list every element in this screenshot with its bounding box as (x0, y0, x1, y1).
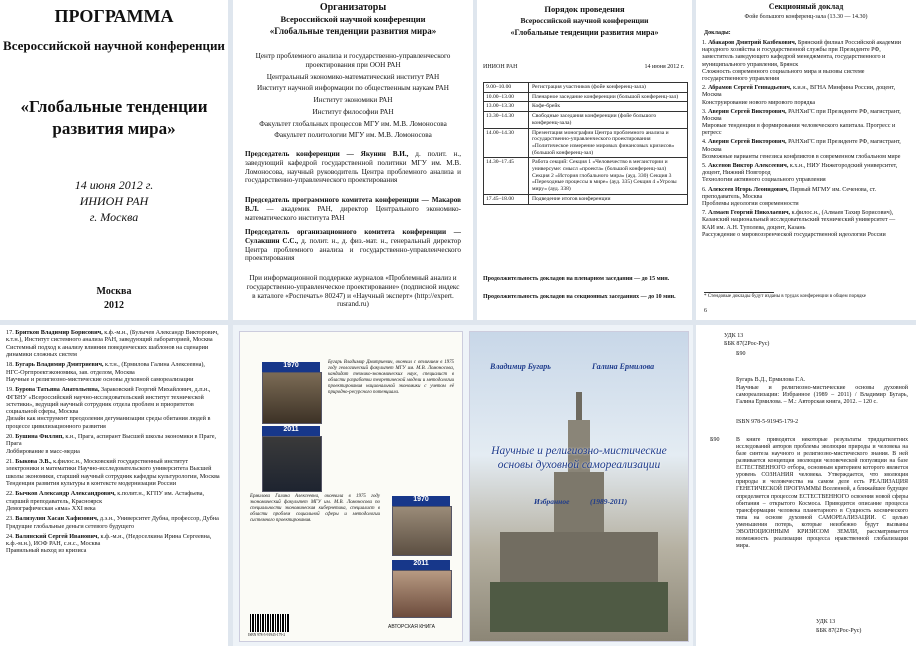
coauthor-photo-young (392, 506, 452, 556)
item-author: Аксенов Виктор Алексеевич, (708, 163, 789, 169)
item-author: Алмаев Георгий Николаевич, (708, 210, 791, 217)
item-author: Абрамов Сергей Геннадьевич, (708, 85, 792, 92)
item-author: Аверин Сергей Викторович, (708, 139, 787, 146)
program-committee-chair (245, 196, 461, 222)
item-number: 19. (6, 386, 14, 394)
plenary-duration-note: Продолжительность докладов на пленарном заседании — до 15 мин. (483, 276, 670, 282)
item-number: 22. (6, 490, 14, 498)
item-number: 24. (6, 532, 14, 540)
item-author: Бритков Владимир Борисович, (15, 329, 103, 336)
schedule-conf-title: «Глобальные тенденции развития мира» (510, 28, 659, 37)
program-subheading: Всероссийской научной конференции (3, 38, 225, 53)
catalog-code-abstract: Б90 (710, 437, 720, 443)
author-bio-1: Бугарь Владимир Дмитриевич, окончил с отличием в 1975 году геологический факультет МГУ им. М.В. Ломоносова, кандидат технико-экономических наук, специалист в области разработки теоретической модели и методологии проектирования национальной экономики с учетом её природно-ресурсного потенциала. (328, 360, 454, 395)
list-item (6, 490, 220, 512)
poster-subheader: Фойе большого конференц-зала (13.30 — 14.30) (744, 14, 868, 20)
item-info: к.н., Прага, аспирант Высшей школы экономики в Праге, Прага (6, 433, 217, 448)
item-info: к.ф.-м.н., (Недоселкина Ирина Сергеевна, к.ф.-м.н.), ИОФ РАН, с.н.с., Москва (6, 532, 212, 548)
item-info: Первый МГМУ им. Сеченова, ст. преподаватель, Москва (702, 186, 877, 200)
item-topic: Лоббирование в масс-медиа (6, 447, 80, 455)
item-author: Валянский Сергей Иванович, (15, 532, 99, 540)
udk-top: УДК 13 (724, 333, 744, 339)
schedule-place: ИНИОН РАН (483, 64, 518, 70)
table-row (484, 194, 687, 204)
item-number: 4. (702, 139, 707, 146)
item-author: Бушина Филлип, (15, 433, 64, 441)
year-label-1970: 1970 (262, 362, 320, 372)
reports-list (702, 40, 908, 241)
item-author: Алексеев Игорь Леонидович, (708, 186, 789, 193)
organizers-page (233, 0, 473, 320)
organizers-list (245, 52, 461, 140)
author-photo-young (262, 372, 322, 424)
item-number: 18. (6, 361, 14, 369)
cover-book-subtitle: Избранное (534, 497, 570, 506)
item-info: к.т.н., (Ермилова Галина Алексеевна), НГС-Оргпроектэкономика, зав. отделом, Москва (6, 361, 205, 376)
program-chair-label: Председатель программного комитета конференции — Макаров В.Л. (245, 196, 461, 213)
program-title-page (0, 0, 228, 320)
item-info: к.х.н., НИУ Нижегородский университет, доцент, Нижний Новгород (702, 163, 898, 177)
org-chair-label: Председатель организационного комитета конференции — Сулакшин С.С., (245, 228, 461, 245)
book-author-line: Бугарь В.Д., Ермилова Г.А. (736, 377, 806, 383)
author-bio-2: Ермилова Галина Алексеевна, окончила в 1975 году экономический факультет МГУ им. М.В. Ломоносова по специальности экономическая кибернетика, специалист в области проблем социальной сферы и методологии системного проектирования. (250, 494, 380, 523)
speakers-page (0, 325, 228, 646)
schedule-time: 14.00–14.30 (484, 129, 529, 158)
item-info: РАНХиГС при Президенте РФ, магистрант, Москва (702, 108, 901, 122)
item-topic: Технологии активного социального управления (702, 177, 826, 184)
list-item (6, 458, 220, 487)
item-number: 5. (702, 163, 707, 169)
org-chair-text: д. полит. н., д. физ.-мат. н., генеральный директор Центра проблемного анализа и государственно-управленческого проектирования (245, 236, 461, 263)
schedule-event: Пленарное заседание конференции (большой конференц-зал) (532, 93, 679, 100)
schedule-time: 13.00–13.30 (484, 102, 529, 111)
item-author: Аверин Сергей Викторович, (708, 108, 787, 115)
schedule-event: Работа секций: Секция 1 «Человечество в мегаистории и универсуме: смысл «проекта» (большой конференц-зал) Секция 2 «История глобального мира» (ауд. 330) Секция 3 «Переходные процессы в мире» (ауд. 335) Секция 4 «Угрозы миру» (ауд. 338) (532, 159, 677, 193)
book-cover-spread (233, 325, 693, 646)
list-item (6, 361, 220, 383)
table-row (484, 157, 687, 194)
catalog-code: Б90 (736, 351, 746, 357)
schedule-event: Презентация монографии Центра проблемного анализа и государственно-управленческого проектирования «Политическое измерение мировых финансовых кризисов» (большой конференц-зал) (532, 129, 675, 156)
list-item (6, 433, 220, 455)
item-author: Быкова Э.В., (15, 458, 52, 465)
program-chair-text: — академик РАН, директор Центрального экономико-математического института РАН (245, 204, 461, 222)
schedule-event: Подведение итогов конференции (532, 195, 611, 202)
cover-author-1: Владимир Бугарь (490, 362, 551, 371)
schedule-page (477, 0, 692, 320)
organizer-item: Институт философии РАН (312, 107, 394, 116)
footer-year: 2012 (104, 300, 124, 311)
item-topic: Научные и религиозно-мистические основы духовной самореализации (6, 375, 194, 383)
book-abstract: В книге приводятся некоторые результаты тридцатилетних исследований авторов проблемы эволюции природы и человека на базе синтеза научного и религиозно-мистического знания. В ней развивается концепция эволюции человеческой популяции на базе ЕСТЕСТВЕННОГО отбора, основным критерием которого является уровень СОЗНАНИЯ человека. Утверждается, что эволюция природы и человечества на самом деле есть РЕАЛИЗАЦИЯ ГЕНЕТИЧЕСКОЙ ПРОГРАММЫ Вселенной, а ближайшее будущее определяется процессом ЕСТЕСТВЕННОГО освоения новой сферы обитания – открытого Космоса. Приводится описание процесса трансформации человека планетарного в Сущность космического типа на основе духовной САМОРЕАЛИЗАЦИИ. С целью уменьшения потерь, которые неизбежно будут вызваны ЭВОЛЮЦИОННЫМ КРИЗИСОМ ЗЕМЛИ, рассматривается возможность реализации процесса нравственной глобализации мира. (736, 437, 908, 549)
schedule-time: 9.00–10.00 (484, 83, 529, 92)
year-label-1970-b: 1970 (392, 496, 450, 506)
item-info: д.э.н., Университет Дубна, профессор, Дубна (99, 515, 219, 523)
organizer-item: Центральный экономико-математический институт РАН (266, 72, 440, 81)
item-info: к.филос.н., Московский государственный институт электроники и математики Научно-исследовательского университета Высшей школы экономики, старший научный сотрудник кафедры культурологии, Москва (6, 458, 220, 480)
schedule-header: Порядок проведения (544, 4, 625, 14)
footnote: * Стендовые доклады будут изданы в трудах конференции в общем порядке (704, 294, 866, 299)
organizer-item: Институт научной информации по общественным наукам РАН (257, 84, 449, 93)
item-topic: Возможные варианты генезиса конфликтов в современном глобальном мире (702, 153, 901, 160)
author-photo-recent (262, 436, 322, 492)
item-topic: Тенденция развития культуры в контексте модернизации России (6, 479, 177, 487)
item-topic: Грядущие глобальные деньги сетевого будущего (6, 522, 135, 530)
coauthor-photo-recent (392, 570, 452, 618)
item-number: 20. (6, 433, 14, 441)
item-topic: Конструирование нового мирового порядка (702, 99, 816, 106)
conference-city: г. Москва (89, 210, 139, 224)
program-heading: ПРОГРАММА (54, 6, 174, 26)
item-number: 1. (702, 40, 707, 46)
list-item (6, 329, 220, 358)
item-number: 3. (702, 108, 707, 115)
footer-city: Москва (96, 286, 132, 297)
item-topic: Демографическая «яма» XXI века (6, 504, 96, 512)
item-info: Зараковский Георгий Михайлович, д.п.н., ФГБНУ «Всероссийский научно-исследовательский институт технической эстетики», ведущий научный сотрудник отдела проблем и приоритетов социальной сферы, Москва (6, 386, 211, 416)
list-item (702, 40, 908, 83)
bbk-top: ББК 87(2Рос-Рус) (724, 341, 770, 347)
table-row (484, 101, 687, 111)
list-item (6, 386, 220, 430)
item-topic: Проблемы идеологии современности (702, 200, 799, 207)
back-cover (239, 331, 463, 642)
chair-text: д. полит. н., заведующий кафедрой государственной политики МГУ им. М.В. Ломоносова, научный руководитель Центра проблемного анализа и государственно-управленческого проектирования (245, 150, 461, 185)
poster-reports-page (696, 0, 916, 320)
organizers-conf-title: «Глобальные тенденции развития мира» (269, 26, 437, 36)
conference-title (0, 96, 228, 140)
conference-place: ИНИОН РАН (79, 194, 149, 208)
item-number: 23. (6, 515, 14, 523)
year-label-2011: 2011 (262, 426, 320, 436)
item-author: Вализулин Хасан Хафизович, (15, 515, 99, 523)
item-number: 6. (702, 186, 707, 193)
item-number: 21. (6, 458, 14, 465)
table-row (484, 92, 687, 102)
list-item (702, 85, 908, 107)
list-item (702, 139, 908, 161)
schedule-date: 14 июня 2012 г. (644, 64, 684, 70)
book-description: Научные и религиозно-мистические основы духовной самореализации: Избранное (1989 – 2011) / Владимир Бугарь, Галина Ермилова. – М.: Авторская книга, 2012. – 120 с. (736, 385, 908, 406)
cover-book-years: (1989-2011) (590, 497, 628, 506)
item-topic: Рассуждение о мировоззренческой государственной идеологии России (702, 231, 886, 238)
item-number: 7. (702, 210, 707, 217)
item-info: Брянский филиал Российской академии народного хозяйства и государственной службы при Президенте РФ, заместитель заведующего кафедрой менеджмента, государственного и муниципального управления, Брянск (702, 40, 902, 68)
year-label-2011-b: 2011 (392, 560, 450, 570)
list-item (702, 109, 908, 138)
cover-book-title: Научные и религиозно-мистические основы духовной самореализации (491, 445, 667, 472)
list-item (702, 210, 908, 239)
item-topic: Дизайн как инструмент преодоления дегуманизации среды обитания людей в процессе цивилизационного развития (6, 415, 211, 430)
cover-author-2: Галина Ермилова (592, 362, 655, 371)
item-topic: Правильный выход из кризиса (6, 547, 87, 555)
book-isbn: ISBN 978-5-91945-179-2 (736, 419, 799, 425)
item-info: к.полит.н., КГПУ им. Астафьева, старший преподаватель, Красноярск (6, 490, 205, 505)
organizer-item: Факультет глобальных процессов МГУ им. М.В. Ломоносова (259, 119, 447, 128)
schedule-time: 13.30–14.30 (484, 112, 529, 127)
udk-bottom: УДК 13 (816, 619, 836, 625)
barcode-isbn-text: ISBN 978-5-91945-179-2 (248, 633, 286, 637)
item-author: Абакаров Дмитрий Казбекович, (708, 40, 797, 46)
schedule-subheader: Всероссийской научной конференции (520, 16, 649, 25)
section-duration-note: Продолжительность докладов на секционных заседаниях — до 10 мин. (483, 294, 676, 300)
table-row (484, 128, 687, 158)
conference-date: 14 июня 2012 г. (74, 178, 154, 192)
reports-label: Доклады: (704, 30, 731, 36)
chair-label: Председатель конференции — Якунин В.И., (245, 150, 409, 158)
item-topic: Мировые тенденции в формировании человеческого капитала. Прогресс и регресс (702, 123, 896, 137)
item-number: 17. (6, 329, 14, 336)
item-topic: Сложность современного социального мира и вызовы системе государственного управления (702, 68, 865, 82)
list-item (6, 533, 220, 555)
speakers-list (6, 329, 220, 558)
schedule-event: Регистрация участников (фойе конференц-зала) (532, 84, 646, 90)
item-author: Бычков Александр Александрович, (15, 490, 116, 498)
list-item (6, 515, 220, 530)
list-item (702, 187, 908, 209)
item-info: к.ф.-м.н., (Булычев Александр Викторович, к.т.н.), Институт системного анализа РАН, заведующий лабораторией, Москва (6, 329, 219, 344)
poster-header: Секционный доклад (768, 2, 844, 11)
schedule-event: Кофе-брейк (532, 103, 561, 110)
item-info: РАНХиГС при Президенте РФ, магистрант, Москва (702, 139, 901, 153)
table-row (484, 111, 687, 127)
page-number: 6 (704, 308, 707, 314)
org-committee-chair (245, 228, 461, 263)
item-author: Бурова Татьяна Анатольевна, (15, 386, 100, 394)
item-info: к.и.н., ВГНА Минфина России, доцент, Москва (702, 85, 896, 99)
organizer-item: Факультет политологии МГУ им. М.В. Ломоносова (274, 131, 432, 140)
conference-title-line2: развития мира» (52, 119, 176, 139)
conference-title-line1: «Глобальные тенденции (20, 97, 208, 116)
university-building-image (490, 392, 668, 632)
front-cover (469, 331, 689, 642)
schedule-time: 17.45–18.00 (484, 195, 529, 204)
list-item (702, 163, 908, 185)
item-topic: Системный подход к анализу влияния поведенческих шаблонов на сценарии динамики сложных систем (6, 343, 209, 358)
info-support: При информационной поддержке журналов «Проблемный анализ и государственно-управленческое проектирование» (подписной индекс в каталоге «Роспечать» 80247) и «Научный эксперт» (http://expert. rusrand.ru) (246, 274, 460, 309)
bbk-bottom: ББК 87(2Рос-Рус) (816, 628, 862, 634)
item-author: Бугарь Владимир Дмитриевич, (15, 361, 104, 369)
organizer-item: Институт экономики РАН (313, 96, 393, 105)
organizers-subheader: Всероссийской научной конференции (280, 14, 426, 24)
organizers-header: Организаторы (319, 2, 387, 13)
table-row (484, 82, 687, 92)
schedule-time: 10.00–13.00 (484, 93, 529, 102)
schedule-event: Свободные заседания конференции (фойе большого конференц-зала) (532, 113, 657, 126)
schedule-time: 14.30–17.45 (484, 158, 529, 194)
item-number: 2. (702, 85, 707, 92)
publisher-logo: АВТОРСКАЯ КНИГА (388, 624, 436, 630)
item-info: к.филос.н., (Алмаев Тахир Борисович), Казанский национальный исследовательский технический университет — КАИ им. А.Н. Туполева, доцент, Казань (702, 210, 896, 231)
conference-chair (245, 150, 461, 185)
bibliographic-page (696, 325, 916, 646)
schedule-table (483, 82, 688, 205)
footnote-divider (704, 292, 774, 293)
isbn-barcode (250, 614, 290, 632)
organizer-item: Центр проблемного анализа и государственно-управленческого проектирования при ООН РАН (255, 52, 451, 69)
